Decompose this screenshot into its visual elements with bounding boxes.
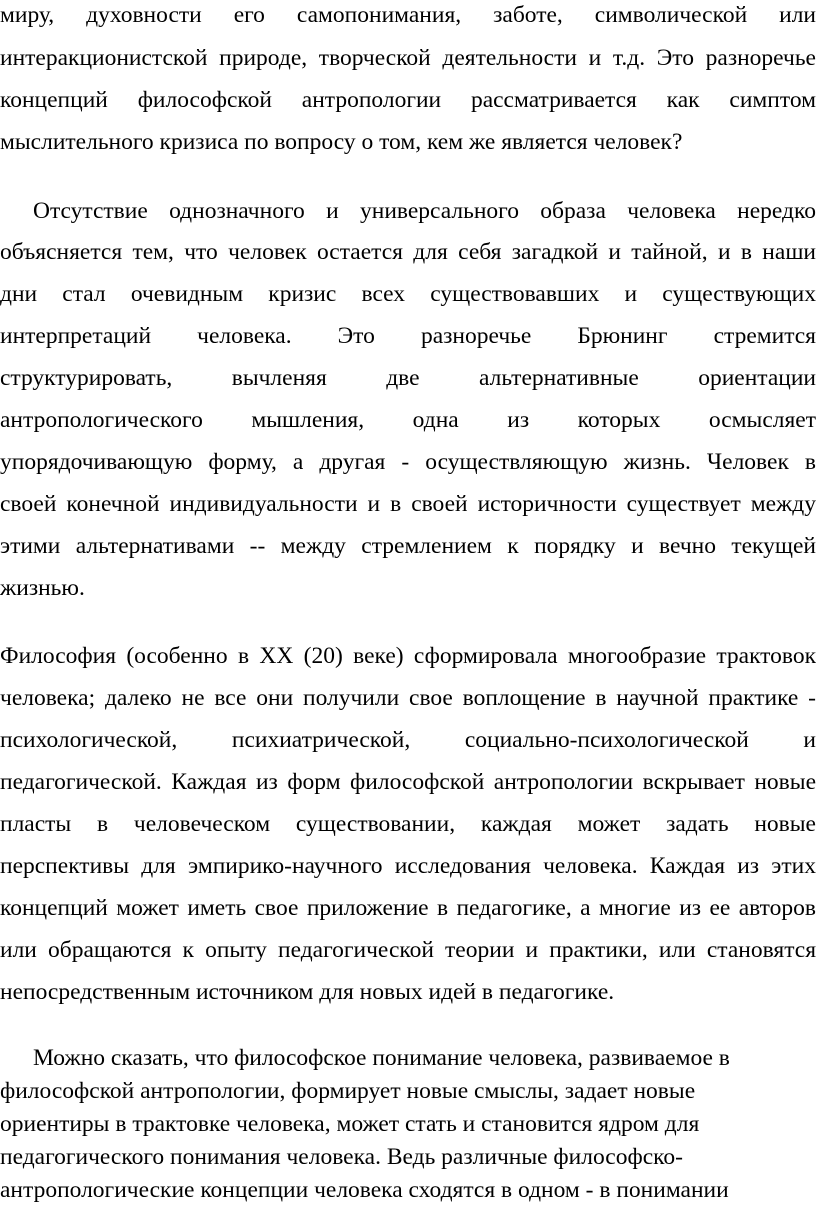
text-line: непосредственным источником для новых идей в педагогике. [0,979,615,1005]
text-line: объясняется тем, что человек остается для себя загадкой и тайной, и в наши [0,239,816,265]
text-line: Отсутствие однозначного и универсального образа человека нередко [33,198,816,224]
text-line: дни стал очевидным кризис всех существовавших и существующих [0,281,816,307]
text-line: концепций философской антропологии рассматривается как симптом [0,87,816,113]
text-line: жизнью. [0,575,85,601]
text-line: ориентиры в трактовке человека, может стать и становится ядром для [0,1111,700,1137]
text-line: антропологические концепции человека сходятся в одном - в понимании [0,1177,729,1203]
text-line: интерпретаций человека. Это разноречье Брюнинг стремится [0,323,816,349]
text-line: Можно сказать, что философское понимание человека, развиваемое в [33,1045,730,1071]
text-line: концепций может иметь свое приложение в педагогике, а многие из ее авторов [0,895,816,921]
text-line: миру, духовности его самопонимания, заботе, символической или [0,2,816,28]
text-line: педагогического понимания человека. Ведь различные философско- [0,1144,683,1170]
text-line: мыслительного кризиса по вопросу о том, кем же является человек? [0,129,683,155]
text-line: антропологического мышления, одна из которых осмысляет [0,407,816,433]
text-line: пласты в человеческом существовании, каждая может задать новые [0,811,816,837]
text-line: упорядочивающую форму, а другая - осуществляющую жизнь. Человек в [0,449,816,475]
text-line: психологической, психиатрической, социально-психологической и [0,727,816,753]
text-line: этими альтернативами -- между стремлением к порядку и вечно текущей [0,533,816,559]
text-line: философской антропологии, формирует новые смыслы, задает новые [0,1078,696,1104]
text-line: или обращаются к опыту педагогической теории и практики, или становятся [0,937,816,963]
text-line: интеракционистской природе, творческой деятельности и т.д. Это разноречье [0,45,816,71]
text-line: структурировать, вычленяя две альтернативные ориентации [0,365,816,391]
text-line: перспективы для эмпирико-научного исследования человека. Каждая из этих [0,853,816,879]
text-line: педагогической. Каждая из форм философской антропологии вскрывает новые [0,769,816,795]
text-line: своей конечной индивидуальности и в своей историчности существует между [0,491,816,517]
text-line: Философия (особенно в XX (20) веке) сформировала многообразие трактовок [0,643,816,669]
text-line: человека; далеко не все они получили свое воплощение в научной практике - [0,685,816,711]
